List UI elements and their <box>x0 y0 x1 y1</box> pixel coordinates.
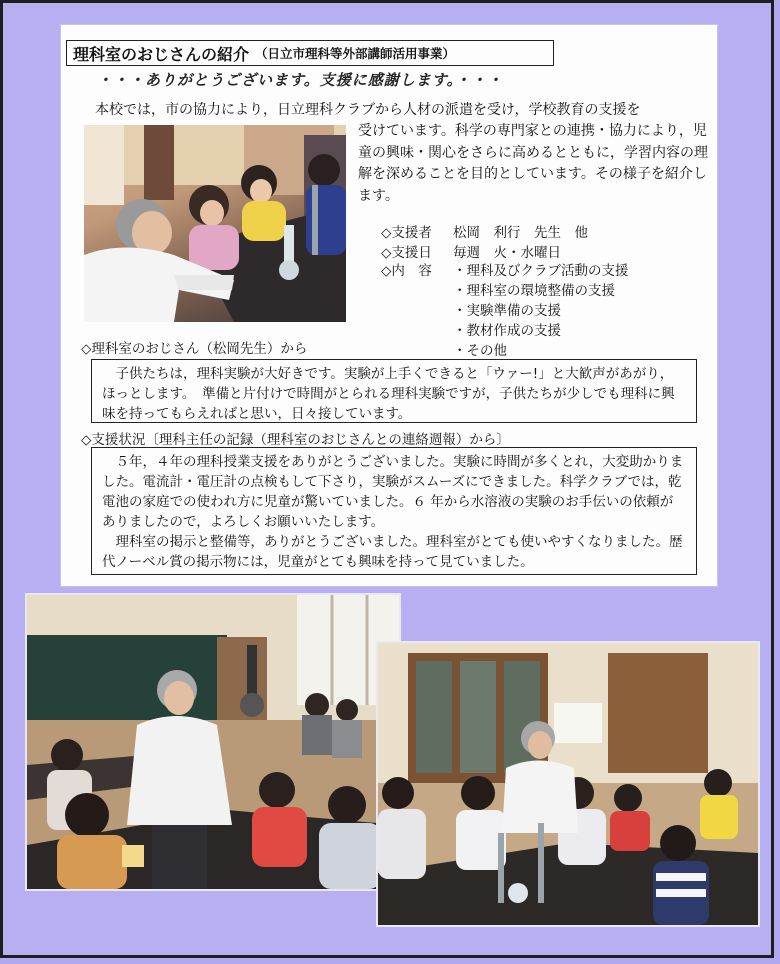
article-sheet <box>61 25 717 586</box>
message-text: 子供たちは，理科実験が大好きです。実験が上手くできると「ウァー!」と大歓声があがり，ほっとします。 準備と片付けで時間がとられる理科実験ですが，子供たちが少しでも理科に興味を持ってもらえればと思い，日々接しています。 <box>102 366 675 422</box>
support-content-item: ・実験準備の支援 <box>453 303 561 319</box>
intro-line-1: 本校では，市の協力により，日立理科クラブから人材の派遣を受け，学校教育の支援を <box>95 102 641 118</box>
photo-science-room-right <box>376 641 760 927</box>
message-box <box>91 359 697 423</box>
status-box <box>91 447 697 575</box>
support-details <box>381 221 629 361</box>
intro-paragraph: 受けています。科学の専門家との連携・協力により，児童の興味・関心をさらに高めるとともに，学習内容の理解を深めることを目的としています。その様子を紹介します。 <box>358 123 708 204</box>
support-content-list <box>453 261 629 361</box>
support-content-row <box>381 261 629 361</box>
support-content-item: ・理科室の環境整備の支援 <box>453 283 615 299</box>
status-paragraph-2: 理科室の掲示と整備等，ありがとうございました。理科室がとても使いやすくなりました。歴代ノーベル賞の掲示物には，児童がとても興味を持って見ていました。 <box>102 534 683 570</box>
support-day-label: ◇支援日 <box>381 245 432 261</box>
supporter-row <box>381 221 629 241</box>
photo-volunteer-with-students <box>84 125 346 322</box>
supporter-value: 松岡 利行 先生 他 <box>453 225 588 241</box>
photo-science-room-left <box>25 593 401 891</box>
status-paragraph-1: ５年，４年の理科授業支援をありがとうございました。実験に時間が多くとれ，大変助かりました。電流計・電圧計の点検もして下さり，実験がスムーズにできました。科学クラブでは，乾電池の家庭での使われ方に児童が驚いていました。６ 年から水溶液の実験のお手伝いの依頼がありましたので，よろしくお願いいたします。 <box>102 454 684 530</box>
article-subtitle: ・・・ありがとうございます。支援に感謝します。・・・ <box>97 71 504 89</box>
article-title: 理科室のおじさんの紹介 <box>73 44 250 64</box>
message-heading: ◇理科室のおじさん（松岡先生）から <box>81 341 308 357</box>
article-title-box <box>66 40 554 66</box>
support-content-item: ・理科及びクラブ活動の支援 <box>453 263 629 279</box>
support-content-item: ・教材作成の支援 <box>453 323 561 339</box>
support-content-item: ・その他 <box>453 343 507 359</box>
support-content-label: ◇内 容 <box>381 263 432 279</box>
supporter-label: ◇支援者 <box>381 225 432 241</box>
status-heading: ◇支援状況〔理科主任の記録（理科室のおじさんとの連絡週報）から〕 <box>81 432 510 448</box>
support-day-row <box>381 241 629 261</box>
article-title-note: （日立市理科等外部講師活用事業） <box>255 46 456 61</box>
support-day-value: 毎週 火・水曜日 <box>453 245 561 261</box>
